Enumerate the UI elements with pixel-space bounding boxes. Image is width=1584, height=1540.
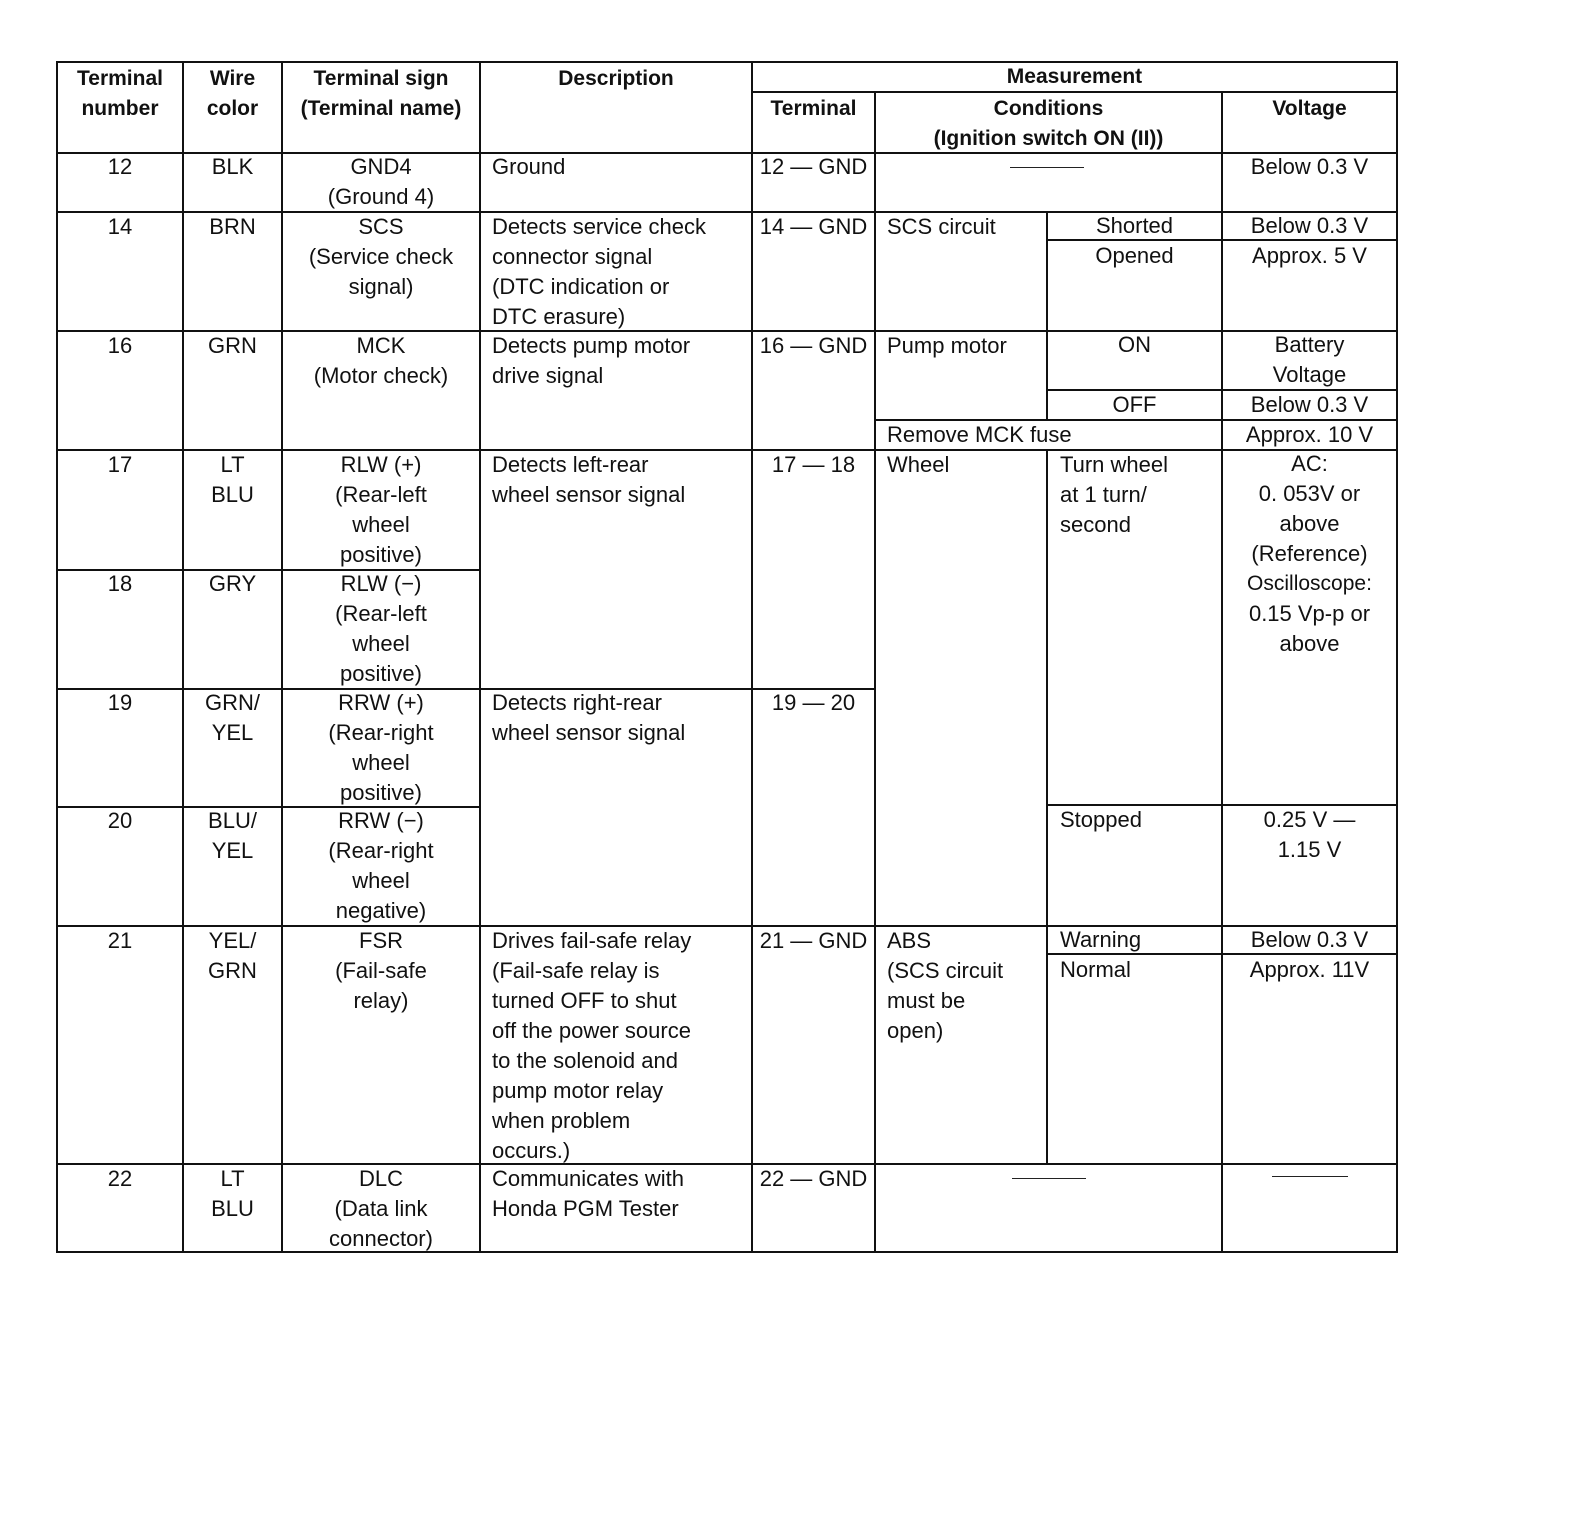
cell-description: Detects pump motor drive signal (492, 333, 691, 388)
empty-dash (1012, 1178, 1086, 1179)
header-wire-color: Wire color (206, 67, 259, 120)
cell-description: Detects service check connector signal (DTC indication or DTC erasure) (492, 214, 706, 329)
cell-wire: GRN/ YEL (205, 690, 260, 745)
cell-description: Detects right-rear wheel sensor signal (492, 690, 686, 745)
header-voltage: Voltage (1272, 97, 1347, 120)
cell-number: 17 (107, 452, 133, 477)
cell-voltage: Below 0.3 V (1250, 927, 1369, 952)
cell-condition: ABS (SCS circuit must be open) (887, 928, 1004, 1043)
cell-wire: LT BLU (211, 1166, 254, 1221)
cell-description: Communicates with Honda PGM Tester (492, 1166, 684, 1221)
cell-number: 12 (107, 154, 133, 179)
cell-sign: RRW (+) (Rear-right wheel positive) (328, 690, 434, 805)
cell-wire: BRN (209, 214, 256, 239)
cell-description: Ground (492, 154, 566, 179)
cell-condition: Wheel (887, 452, 950, 477)
cell-voltage: Below 0.3 V (1250, 392, 1369, 417)
cell-voltage: Below 0.3 V (1250, 154, 1369, 179)
cell-sign: RRW (−) (Rear-right wheel negative) (328, 808, 434, 923)
cell-terminal: 17 — 18 (771, 452, 856, 477)
cell-terminal: 14 — GND (759, 214, 868, 239)
cell-number: 19 (107, 690, 133, 715)
cell-sign: MCK (Motor check) (313, 333, 449, 388)
cell-terminal: 16 — GND (759, 333, 868, 358)
cell-subcondition: Normal (1060, 957, 1131, 982)
cell-terminal: 19 — 20 (771, 690, 856, 715)
cell-voltage: Below 0.3 V (1250, 213, 1369, 238)
cell-number: 20 (107, 808, 133, 833)
cell-subcondition: Stopped (1060, 807, 1142, 832)
cell-wire: GRN (208, 333, 257, 358)
header-conditions: Conditions (Ignition switch ON (II)) (933, 97, 1164, 150)
cell-sign: SCS (Service check signal) (308, 214, 454, 299)
empty-dash (1010, 167, 1084, 168)
cell-number: 18 (107, 571, 133, 596)
cell-sign: DLC (Data link connector) (329, 1166, 433, 1251)
header-terminal-sign: Terminal sign (Terminal name) (300, 67, 462, 120)
cell-wire: YEL/ GRN (208, 928, 257, 983)
header-terminal-number: Terminal number (77, 67, 163, 120)
cell-terminal: 22 — GND (759, 1166, 868, 1191)
cell-sign: RLW (−) (Rear-left wheel positive) (335, 571, 427, 686)
cell-voltage: Battery Voltage (1272, 332, 1347, 387)
cell-subcondition: Opened (1095, 243, 1174, 268)
cell-sign: GND4 (Ground 4) (327, 154, 435, 209)
cell-number: 22 (107, 1166, 133, 1191)
cell-sign: FSR (Fail-safe relay) (335, 928, 427, 1013)
cell-condition: Pump motor (887, 333, 1007, 358)
cell-subcondition: Warning (1060, 927, 1142, 952)
cell-subcondition: Turn wheel at 1 turn/ second (1060, 452, 1169, 537)
empty-dash (1272, 1176, 1348, 1177)
cell-number: 21 (107, 928, 133, 953)
cell-wire: BLK (211, 154, 254, 179)
cell-wire: BLU/ YEL (208, 808, 257, 863)
cell-voltage: Approx. 10 V (1245, 422, 1374, 447)
cell-voltage: Approx. 5 V (1252, 243, 1367, 268)
cell-subcondition: ON (1118, 332, 1151, 357)
header-measurement: Measurement (1006, 65, 1143, 88)
cell-terminal: 12 — GND (759, 154, 868, 179)
cell-subcondition: OFF (1112, 392, 1157, 417)
cell-condition: SCS circuit (887, 214, 996, 239)
cell-wire: GRY (208, 571, 257, 596)
header-description: Description (558, 67, 674, 90)
cell-subcondition: Shorted (1095, 213, 1174, 238)
cell-number: 16 (107, 333, 133, 358)
cell-description: Drives fail-safe relay (Fail-safe relay is turned OFF to shut off the power source to the solenoid and pump motor relay when problem occurs.) (492, 928, 692, 1163)
cell-terminal: 21 — GND (759, 928, 868, 953)
cell-voltage: AC: 0. 053V or above (Reference) Oscilloscope: 0.15 Vp-p or above (1247, 451, 1372, 656)
cell-voltage: Approx. 11V (1249, 957, 1370, 982)
cell-voltage: 0.25 V — 1.15 V (1263, 807, 1356, 862)
cell-sign: RLW (+) (Rear-left wheel positive) (335, 452, 427, 567)
cell-number: 14 (107, 214, 133, 239)
cell-wire: LT BLU (211, 452, 254, 507)
cell-description: Detects left-rear wheel sensor signal (492, 452, 686, 507)
cell-condition: Remove MCK fuse (887, 422, 1072, 447)
header-meas-terminal: Terminal (770, 97, 857, 120)
